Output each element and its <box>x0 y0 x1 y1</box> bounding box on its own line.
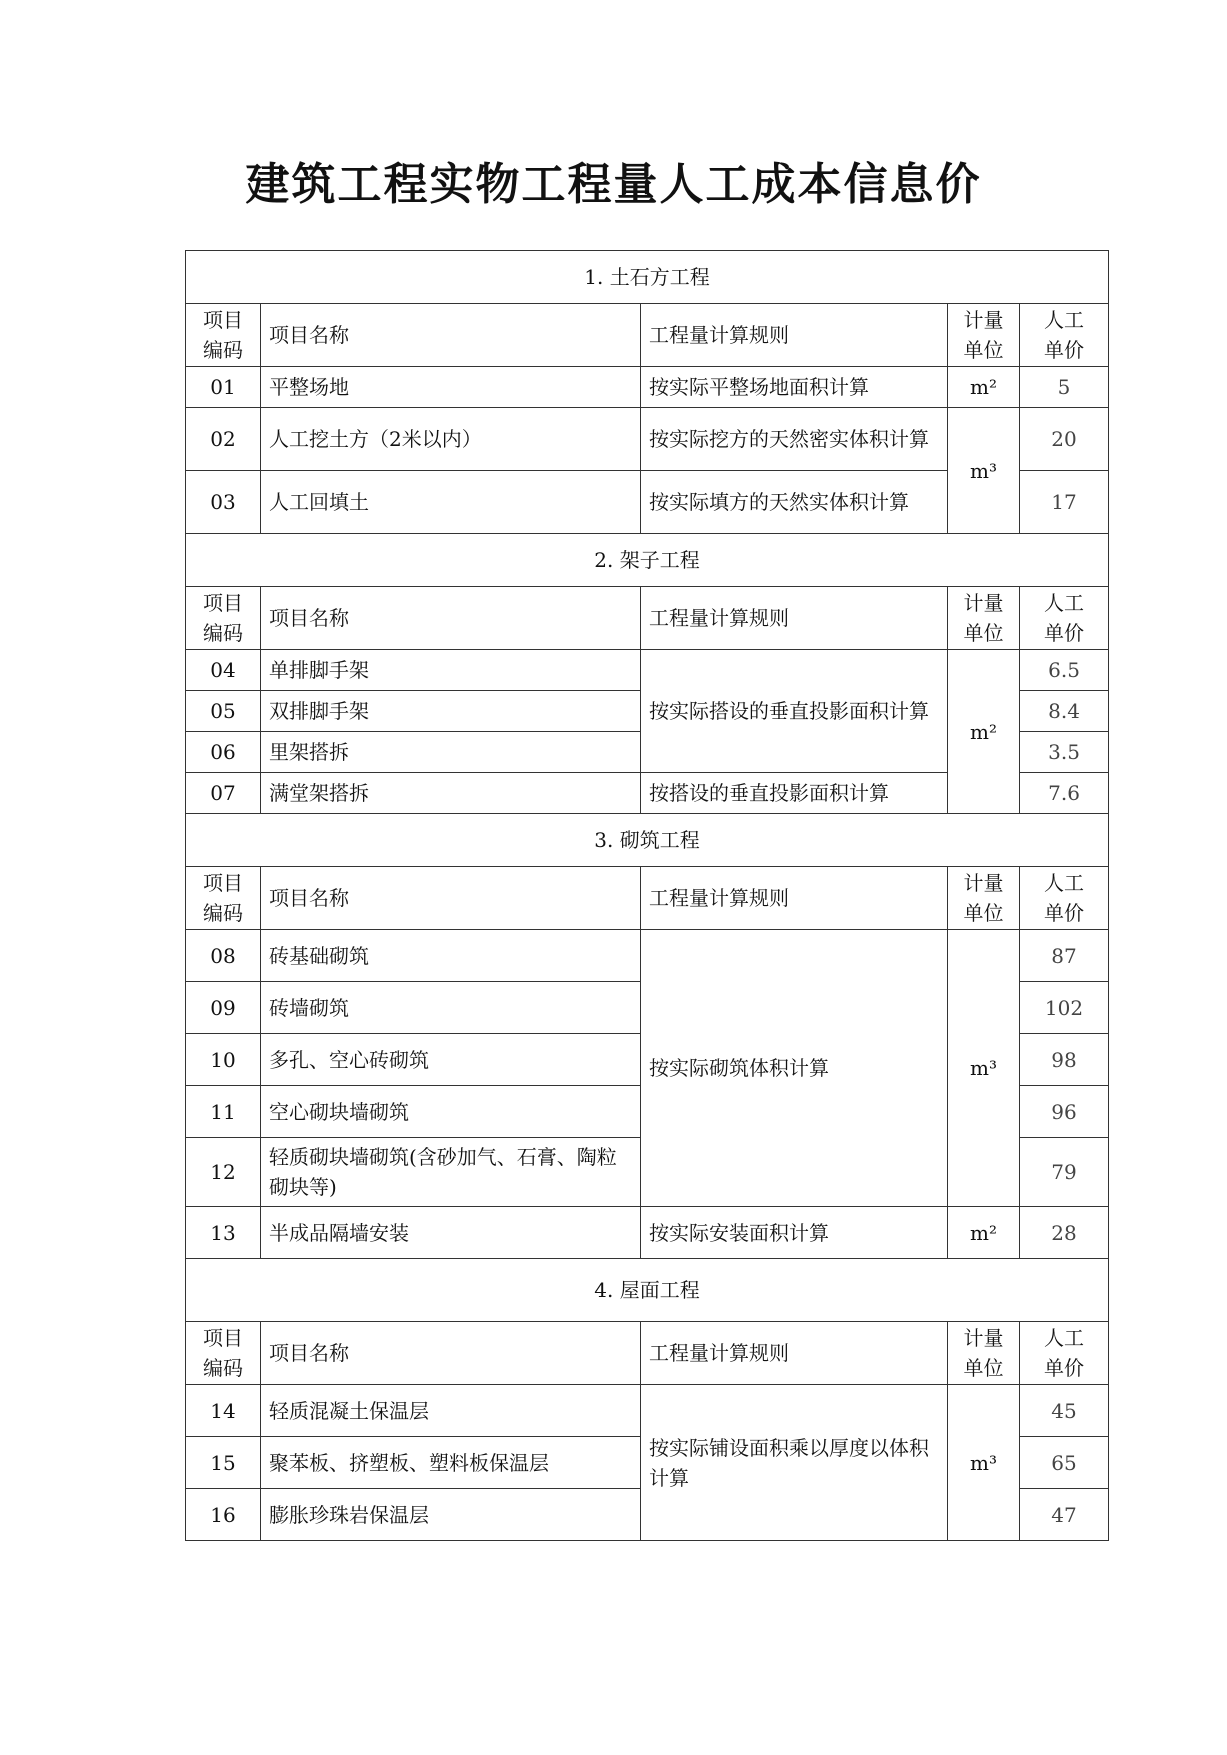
row-name: 人工回填土 <box>261 471 641 534</box>
row-name: 半成品隔墙安装 <box>261 1207 641 1259</box>
table-row <box>186 930 1109 982</box>
row-unit: m³ <box>948 408 1020 534</box>
header-row <box>186 867 1109 930</box>
cost-table <box>185 250 1109 1541</box>
row-price: 6.5 <box>1020 650 1109 691</box>
row-rule: 按实际平整场地面积计算 <box>641 367 948 408</box>
header-code: 项目 编码 <box>186 304 261 367</box>
header-name: 项目名称 <box>261 867 641 930</box>
row-code: 01 <box>186 367 261 408</box>
row-code: 15 <box>186 1437 261 1489</box>
row-rule: 按实际挖方的天然密实体积计算 <box>641 408 948 471</box>
row-price: 98 <box>1020 1034 1109 1086</box>
header-price: 人工 单价 <box>1020 587 1109 650</box>
header-row <box>186 587 1109 650</box>
row-code: 10 <box>186 1034 261 1086</box>
row-unit: m³ <box>948 930 1020 1207</box>
header-name: 项目名称 <box>261 587 641 650</box>
row-name: 轻质砌块墙砌筑(含砂加气、石膏、陶粒砌块等) <box>261 1138 641 1207</box>
row-code: 13 <box>186 1207 261 1259</box>
row-code: 12 <box>186 1138 261 1207</box>
section-title: 1. 土石方工程 <box>186 251 1109 304</box>
row-price: 65 <box>1020 1437 1109 1489</box>
header-rule: 工程量计算规则 <box>641 867 948 930</box>
row-unit: m² <box>948 1207 1020 1259</box>
row-code: 07 <box>186 773 261 814</box>
row-price: 102 <box>1020 982 1109 1034</box>
row-name: 人工挖土方（2米以内） <box>261 408 641 471</box>
row-code: 05 <box>186 691 261 732</box>
header-price: 人工 单价 <box>1020 304 1109 367</box>
header-row <box>186 1322 1109 1385</box>
row-code: 02 <box>186 408 261 471</box>
row-price: 20 <box>1020 408 1109 471</box>
section-title: 4. 屋面工程 <box>186 1259 1109 1322</box>
table-row <box>186 367 1109 408</box>
row-price: 79 <box>1020 1138 1109 1207</box>
row-name: 膨胀珍珠岩保温层 <box>261 1489 641 1541</box>
row-price: 17 <box>1020 471 1109 534</box>
row-price: 87 <box>1020 930 1109 982</box>
header-row <box>186 304 1109 367</box>
row-rule: 按实际铺设面积乘以厚度以体积计算 <box>641 1385 948 1541</box>
row-name: 空心砌块墙砌筑 <box>261 1086 641 1138</box>
row-code: 09 <box>186 982 261 1034</box>
row-rule: 按搭设的垂直投影面积计算 <box>641 773 948 814</box>
row-name: 里架搭拆 <box>261 732 641 773</box>
header-unit: 计量 单位 <box>948 1322 1020 1385</box>
row-name: 平整场地 <box>261 367 641 408</box>
row-price: 47 <box>1020 1489 1109 1541</box>
row-price: 96 <box>1020 1086 1109 1138</box>
row-code: 11 <box>186 1086 261 1138</box>
row-price: 7.6 <box>1020 773 1109 814</box>
table-row <box>186 650 1109 691</box>
header-code: 项目 编码 <box>186 587 261 650</box>
row-name: 轻质混凝土保温层 <box>261 1385 641 1437</box>
header-code: 项目 编码 <box>186 867 261 930</box>
row-name: 满堂架搭拆 <box>261 773 641 814</box>
row-rule: 按实际搭设的垂直投影面积计算 <box>641 650 948 773</box>
row-price: 8.4 <box>1020 691 1109 732</box>
row-code: 14 <box>186 1385 261 1437</box>
header-name: 项目名称 <box>261 304 641 367</box>
section-title: 3. 砌筑工程 <box>186 814 1109 867</box>
row-price: 3.5 <box>1020 732 1109 773</box>
header-code: 项目 编码 <box>186 1322 261 1385</box>
row-price: 45 <box>1020 1385 1109 1437</box>
header-price: 人工 单价 <box>1020 867 1109 930</box>
row-rule: 按实际砌筑体积计算 <box>641 930 948 1207</box>
header-rule: 工程量计算规则 <box>641 304 948 367</box>
row-name: 聚苯板、挤塑板、塑料板保温层 <box>261 1437 641 1489</box>
header-name: 项目名称 <box>261 1322 641 1385</box>
row-rule: 按实际填方的天然实体积计算 <box>641 471 948 534</box>
row-code: 16 <box>186 1489 261 1541</box>
row-name: 双排脚手架 <box>261 691 641 732</box>
header-rule: 工程量计算规则 <box>641 587 948 650</box>
row-unit: m² <box>948 650 1020 814</box>
table-row <box>186 1207 1109 1259</box>
row-unit: m² <box>948 367 1020 408</box>
row-name: 多孔、空心砖砌筑 <box>261 1034 641 1086</box>
row-price: 28 <box>1020 1207 1109 1259</box>
row-rule: 按实际安装面积计算 <box>641 1207 948 1259</box>
header-unit: 计量 单位 <box>948 587 1020 650</box>
row-name: 砖墙砌筑 <box>261 982 641 1034</box>
header-rule: 工程量计算规则 <box>641 1322 948 1385</box>
header-price: 人工 单价 <box>1020 1322 1109 1385</box>
row-code: 06 <box>186 732 261 773</box>
table-row <box>186 1385 1109 1437</box>
row-code: 04 <box>186 650 261 691</box>
row-code: 08 <box>186 930 261 982</box>
row-code: 03 <box>186 471 261 534</box>
row-unit: m³ <box>948 1385 1020 1541</box>
row-price: 5 <box>1020 367 1109 408</box>
row-name: 砖基础砌筑 <box>261 930 641 982</box>
header-unit: 计量 单位 <box>948 867 1020 930</box>
section-title: 2. 架子工程 <box>186 534 1109 587</box>
page-title: 建筑工程实物工程量人工成本信息价 <box>245 159 982 210</box>
row-name: 单排脚手架 <box>261 650 641 691</box>
table-row <box>186 408 1109 471</box>
header-unit: 计量 单位 <box>948 304 1020 367</box>
